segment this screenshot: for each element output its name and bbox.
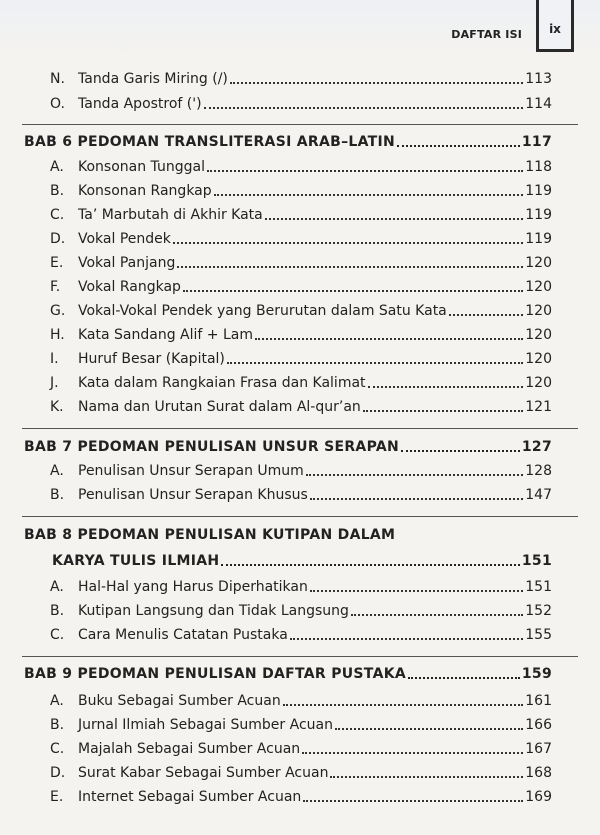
entry-title: Nama dan Urutan Surat dalam Al-qur’an xyxy=(78,399,361,415)
toc-entry[interactable] xyxy=(50,95,552,113)
entry-letter: I. xyxy=(50,351,59,367)
entry-letter: A. xyxy=(50,463,64,479)
dot-leader xyxy=(221,563,519,566)
dot-leader xyxy=(255,337,523,340)
entry-letter: K. xyxy=(50,399,64,415)
entry-title: Kata Sandang Alif + Lam xyxy=(78,327,253,343)
entry-letter: C. xyxy=(50,207,65,223)
dot-leader xyxy=(368,385,524,388)
entry-page: 167 xyxy=(525,741,552,757)
entry-letter: A. xyxy=(50,159,64,175)
entry-page: 119 xyxy=(525,207,552,223)
toc-entry[interactable] xyxy=(50,716,552,734)
dot-leader xyxy=(310,589,523,592)
section-divider xyxy=(22,656,578,657)
entry-page: 119 xyxy=(525,183,552,199)
section-divider xyxy=(22,516,578,517)
dot-leader xyxy=(302,751,523,754)
entry-letter: B. xyxy=(50,183,65,199)
entry-title: Internet Sebagai Sumber Acuan xyxy=(78,789,302,805)
page-number: ix xyxy=(549,21,561,36)
dot-leader xyxy=(397,144,520,147)
dot-leader xyxy=(204,106,524,109)
entry-letter: E. xyxy=(50,789,64,805)
toc-entry[interactable] xyxy=(50,602,552,620)
entry-page: 118 xyxy=(525,159,552,175)
dot-leader xyxy=(330,775,523,778)
entry-title: Ta’ Marbutah di Akhir Kata xyxy=(78,207,263,223)
dot-leader xyxy=(306,473,523,476)
dot-leader xyxy=(351,613,523,616)
dot-leader xyxy=(214,193,524,196)
entry-letter: J. xyxy=(50,375,59,391)
entry-title: Vokal-Vokal Pendek yang Berurutan dalam Satu Kata xyxy=(78,303,447,319)
section-divider xyxy=(22,428,578,429)
entry-page: 114 xyxy=(525,96,552,112)
section-label: DAFTAR ISI xyxy=(451,28,522,41)
toc-chapter-8[interactable] xyxy=(52,552,552,570)
chapter-title: BAB 9 PEDOMAN PENULISAN DAFTAR PUSTAKA xyxy=(24,666,406,682)
dot-leader xyxy=(283,703,524,706)
entry-page: 121 xyxy=(525,399,552,415)
toc-entry[interactable] xyxy=(50,626,552,644)
toc-entry[interactable] xyxy=(50,158,552,176)
toc-entry[interactable] xyxy=(50,254,552,272)
entry-title: Buku Sebagai Sumber Acuan xyxy=(78,693,281,709)
entry-page: 119 xyxy=(525,231,552,247)
dot-leader xyxy=(290,637,523,640)
entry-title: Surat Kabar Sebagai Sumber Acuan xyxy=(78,765,329,781)
dot-leader xyxy=(310,497,523,500)
entry-letter: C. xyxy=(50,627,65,643)
toc-entry[interactable] xyxy=(50,764,552,782)
dot-leader xyxy=(401,449,520,452)
toc-entry[interactable] xyxy=(50,398,552,416)
entry-letter: B. xyxy=(50,487,65,503)
chapter-page: 159 xyxy=(521,666,552,682)
chapter-page: 117 xyxy=(521,134,552,150)
page-number-tab xyxy=(536,0,574,52)
dot-leader xyxy=(177,265,523,268)
toc-entry[interactable] xyxy=(50,350,552,368)
entry-letter: D. xyxy=(50,765,66,781)
entry-title: Penulisan Unsur Serapan Khusus xyxy=(78,487,308,503)
entry-title: Penulisan Unsur Serapan Umum xyxy=(78,463,304,479)
entry-letter: A. xyxy=(50,579,64,595)
chapter-page: 151 xyxy=(521,553,552,569)
dot-leader xyxy=(335,727,523,730)
entry-page: 120 xyxy=(525,375,552,391)
toc-entry[interactable] xyxy=(50,278,552,296)
toc-chapter-9[interactable] xyxy=(24,665,552,683)
entry-title: Jurnal Ilmiah Sebagai Sumber Acuan xyxy=(78,717,333,733)
entry-page: 151 xyxy=(525,579,552,595)
entry-title: Vokal Panjang xyxy=(78,255,176,271)
entry-letter: B. xyxy=(50,603,65,619)
entry-letter: F. xyxy=(50,279,61,295)
dot-leader xyxy=(408,676,520,679)
entry-title: Konsonan Tunggal xyxy=(78,159,205,175)
entry-title: Hal-Hal yang Harus Diperhatikan xyxy=(78,579,308,595)
entry-page: 155 xyxy=(525,627,552,643)
toc-entry[interactable] xyxy=(50,70,552,88)
entry-title: Konsonan Rangkap xyxy=(78,183,212,199)
dot-leader xyxy=(227,361,523,364)
entry-title: Kutipan Langsung dan Tidak Langsung xyxy=(78,603,349,619)
dot-leader xyxy=(207,169,523,172)
entry-title: Majalah Sebagai Sumber Acuan xyxy=(78,741,301,757)
entry-letter: H. xyxy=(50,327,65,343)
entry-letter: D. xyxy=(50,231,66,247)
dot-leader xyxy=(363,409,523,412)
dot-leader xyxy=(265,217,524,220)
entry-page: 152 xyxy=(525,603,552,619)
dot-leader xyxy=(449,313,524,316)
toc-entry[interactable] xyxy=(50,302,552,320)
toc-entry[interactable] xyxy=(50,374,552,392)
toc-entry[interactable] xyxy=(50,182,552,200)
entry-letter: G. xyxy=(50,303,66,319)
toc-entry[interactable] xyxy=(50,462,552,480)
entry-letter: O. xyxy=(50,96,65,112)
entry-title: Tanda Garis Miring (/) xyxy=(78,71,228,87)
toc-entry[interactable] xyxy=(50,740,552,758)
entry-letter: N. xyxy=(50,71,65,87)
entry-page: 168 xyxy=(525,765,552,781)
chapter-title-line1: BAB 8 PEDOMAN PENULISAN KUTIPAN DALAM xyxy=(24,527,396,543)
dot-leader xyxy=(183,289,523,292)
chapter-title: BAB 7 PEDOMAN PENULISAN UNSUR SERAPAN xyxy=(24,439,399,455)
toc-entry[interactable] xyxy=(50,486,552,504)
entry-page: 120 xyxy=(525,279,552,295)
entry-page: 161 xyxy=(525,693,552,709)
entry-page: 113 xyxy=(525,71,552,87)
entry-title: Kata dalam Rangkaian Frasa dan Kalimat xyxy=(78,375,366,391)
dot-leader xyxy=(173,241,523,244)
entry-page: 147 xyxy=(525,487,552,503)
chapter-title: KARYA TULIS ILMIAH xyxy=(52,553,220,569)
toc-chapter-8-line1[interactable] xyxy=(24,526,552,544)
toc-chapter-7[interactable] xyxy=(24,438,552,456)
entry-title: Vokal Pendek xyxy=(78,231,171,247)
chapter-page: 127 xyxy=(521,439,552,455)
toc-entry[interactable] xyxy=(50,230,552,248)
entry-title: Tanda Apostrof (') xyxy=(78,96,202,112)
entry-page: 120 xyxy=(525,327,552,343)
entry-letter: B. xyxy=(50,717,65,733)
toc-entry[interactable] xyxy=(50,326,552,344)
entry-title: Vokal Rangkap xyxy=(78,279,181,295)
entry-page: 120 xyxy=(525,351,552,367)
toc-entry[interactable] xyxy=(50,692,552,710)
entry-page: 120 xyxy=(525,303,552,319)
entry-title: Cara Menulis Catatan Pustaka xyxy=(78,627,288,643)
dot-leader xyxy=(303,799,523,802)
section-divider xyxy=(22,124,578,125)
chapter-title: BAB 6 PEDOMAN TRANSLITERASI ARAB–LATIN xyxy=(24,134,396,150)
entry-page: 166 xyxy=(525,717,552,733)
entry-letter: E. xyxy=(50,255,64,271)
dot-leader xyxy=(230,81,523,84)
toc-entry[interactable] xyxy=(50,206,552,224)
entry-letter: C. xyxy=(50,741,65,757)
toc-chapter-6[interactable] xyxy=(24,133,552,151)
entry-page: 120 xyxy=(525,255,552,271)
toc-entry[interactable] xyxy=(50,578,552,596)
entry-title: Huruf Besar (Kapital) xyxy=(78,351,225,367)
entry-page: 169 xyxy=(525,789,552,805)
entry-letter: A. xyxy=(50,693,64,709)
entry-page: 128 xyxy=(525,463,552,479)
toc-entry[interactable] xyxy=(50,788,552,806)
